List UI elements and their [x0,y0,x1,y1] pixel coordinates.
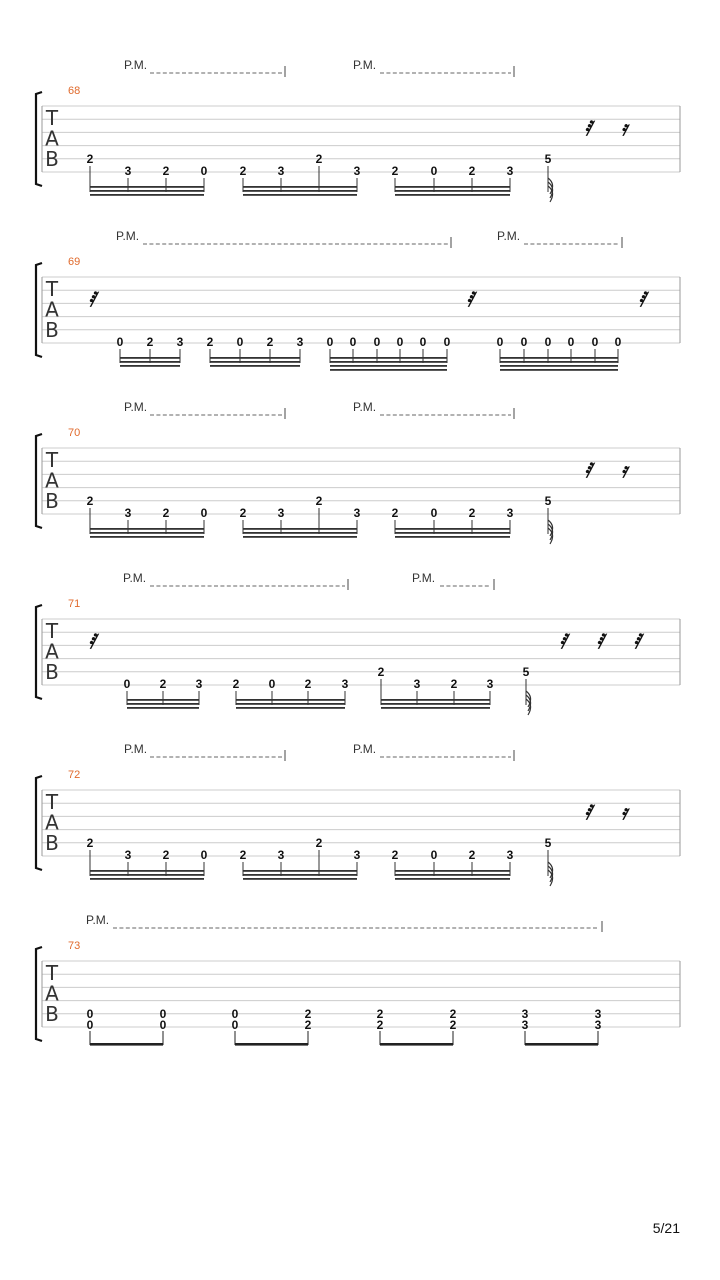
fret-number: 0 [268,677,276,691]
palm-mute-label: P.M. [124,742,148,756]
beam-group [124,677,203,709]
measure-number: 72 [68,769,81,781]
fret-number: 0 [430,506,438,520]
tab-clef-b: B [45,318,59,342]
note-beam [90,186,204,188]
beam-group [523,665,531,715]
palm-mute-label: P.M. [123,571,147,585]
measure-number: 70 [68,427,81,439]
tab-clef-t: T [45,790,59,814]
tab-clef-a: A [45,468,59,493]
note-beam [243,528,357,530]
palm-mute-label: P.M. [412,571,436,585]
note-beam [330,361,447,363]
fret-number: 0 [200,164,208,178]
fret-number: 0 [396,335,404,349]
fret-number: 2 [468,506,476,520]
beam-group [117,335,184,367]
fret-number: 0 [373,335,381,349]
note-beam [90,532,204,534]
fret-number: 3 [486,677,494,691]
note-beam [127,707,199,709]
fret-number: 5 [522,665,530,679]
fret-number: 2 [450,677,458,691]
fret-number: 0 [567,335,575,349]
note-beam [90,194,204,196]
fret-number: 2 [315,152,323,166]
note-beam [395,528,510,530]
beam-group [327,335,451,371]
rest-sixteenth: 𝄿 [620,116,628,140]
system-brace [36,776,42,870]
fret-number: 0 [496,335,504,349]
fret-number: 0 [349,335,357,349]
fret-number: 2 [266,335,274,349]
fret-number: 0 [231,1017,239,1032]
note-beam [90,878,204,880]
measure-number: 68 [68,85,81,97]
beam-group [522,1007,602,1046]
note-beam [210,357,300,359]
fret-number: 0 [591,335,599,349]
fret-number: 3 [521,1017,529,1032]
note-beam [90,874,204,876]
palm-mute-label: P.M. [124,58,148,72]
fret-number: 3 [594,1017,602,1032]
fret-number: 2 [376,1006,384,1021]
fret-number: 0 [430,848,438,862]
beam-group [497,335,622,371]
tab-system-72 [36,742,680,886]
fret-number: 2 [449,1006,457,1021]
fret-number: 3 [521,1006,529,1021]
fret-number: 0 [443,335,451,349]
fret-number: 0 [419,335,427,349]
tab-clef-t: T [45,961,59,985]
note-beam [525,1043,598,1046]
fret-number: 0 [520,335,528,349]
measure-number: 69 [68,256,81,268]
note-beam [90,870,204,872]
palm-mute-label: P.M. [124,400,148,414]
fret-number: 0 [236,335,244,349]
fret-number: 2 [239,848,247,862]
tab-clef-b: B [45,489,59,513]
beam-group [392,506,514,538]
palm-mute-label: P.M. [116,229,140,243]
palm-mute-label: P.M. [353,742,377,756]
note-beam [90,190,204,192]
fret-number: 0 [123,677,131,691]
note-beam [395,870,510,872]
rest-thirty-second: 𝅀 [584,458,592,482]
note-beam [500,361,618,363]
fret-number: 0 [231,1006,239,1021]
system-brace [36,92,42,186]
note-beam [500,357,618,359]
fret-number: 2 [162,164,170,178]
fret-number: 0 [326,335,334,349]
note-beam [210,365,300,367]
tab-clef-b: B [45,147,59,171]
note-beam [243,874,357,876]
note-beam [243,878,357,880]
note-beam [243,532,357,534]
measure-number: 71 [68,598,81,610]
note-beam [330,365,447,367]
tab-clef-a: A [45,639,59,664]
tab-clef-b: B [45,831,59,855]
fret-number: 2 [206,335,214,349]
page-number: 5/21 [652,1220,680,1236]
note-beam [381,699,490,701]
note-beam [500,365,618,367]
fret-number: 2 [162,848,170,862]
fret-number: 3 [124,506,132,520]
fret-number: 2 [86,152,94,166]
fret-number: 2 [377,665,385,679]
beam-group [545,152,553,202]
fret-number: 5 [544,152,552,166]
fret-number: 2 [146,335,154,349]
rest-thirty-second: 𝅀 [559,629,567,653]
fret-number: 3 [296,335,304,349]
note-beam [395,874,510,876]
note-beam [330,357,447,359]
note-beam [236,703,345,705]
note-beam [500,369,618,371]
fret-number: 3 [341,677,349,691]
fret-number: 2 [304,677,312,691]
fret-number: 3 [277,164,285,178]
rest-thirty-second: 𝅀 [466,287,474,311]
fret-number: 0 [430,164,438,178]
rest-thirty-second: 𝅀 [633,629,641,653]
rest-sixteenth: 𝄿 [620,458,628,482]
beam-group [207,335,304,367]
beam-group [392,848,514,880]
note-beam [395,190,510,192]
palm-mute-label: P.M. [497,229,521,243]
rest-thirty-second: 𝅀 [638,287,646,311]
fret-number: 0 [116,335,124,349]
fret-number: 2 [391,164,399,178]
fret-number: 2 [449,1017,457,1032]
note-beam [395,878,510,880]
system-brace [36,434,42,528]
fret-number: 2 [239,164,247,178]
fret-number: 0 [614,335,622,349]
note-beam [381,707,490,709]
beam-group [545,836,553,886]
tab-clef-t: T [45,277,59,301]
note-beam [127,699,199,701]
tab-clef-a: A [45,810,59,835]
fret-number: 2 [304,1017,312,1032]
system-brace [36,605,42,699]
note-beam [243,870,357,872]
rest-thirty-second: 𝅀 [88,629,96,653]
palm-mute-label: P.M. [353,58,377,72]
note-beam [236,707,345,709]
fret-number: 0 [200,848,208,862]
beam-group [233,677,349,709]
fret-number: 0 [86,1006,94,1021]
palm-mute-label: P.M. [353,400,377,414]
tab-clef-b: B [45,1002,59,1026]
fret-number: 2 [86,494,94,508]
fret-number: 3 [506,506,514,520]
note-beam [243,186,357,188]
note-beam [127,703,199,705]
beam-group [87,1007,167,1046]
rest-thirty-second: 𝅀 [596,629,604,653]
tab-clef-t: T [45,448,59,472]
fret-number: 2 [159,677,167,691]
note-beam [243,194,357,196]
fret-number: 3 [124,164,132,178]
note-beam [236,699,345,701]
tab-system-73 [36,913,680,1046]
tab-clef-t: T [45,619,59,643]
note-beam [330,369,447,371]
tab-system-69 [36,229,680,371]
tab-clef-a: A [45,297,59,322]
fret-number: 2 [391,506,399,520]
palm-mute-label: P.M. [86,913,110,927]
fret-number: 3 [277,848,285,862]
fret-number: 3 [413,677,421,691]
note-beam [120,357,180,359]
fret-number: 2 [468,164,476,178]
tab-system-71 [36,571,680,715]
note-beam [395,194,510,196]
fret-number: 5 [544,494,552,508]
fret-number: 2 [232,677,240,691]
system-brace [36,263,42,357]
note-beam [120,361,180,363]
note-beam [120,365,180,367]
fret-number: 0 [159,1017,167,1032]
note-beam [395,532,510,534]
fret-number: 3 [353,506,361,520]
measure-number: 73 [68,940,81,952]
fret-number: 3 [506,164,514,178]
fret-number: 0 [544,335,552,349]
fret-number: 3 [124,848,132,862]
note-beam [243,190,357,192]
note-beam [90,528,204,530]
note-beam [380,1043,453,1046]
note-beam [235,1043,308,1046]
tab-clef-t: T [45,106,59,130]
fret-number: 2 [162,506,170,520]
fret-number: 2 [86,836,94,850]
fret-number: 2 [304,1006,312,1021]
fret-number: 2 [315,494,323,508]
tab-system-68 [36,58,680,202]
fret-number: 3 [353,848,361,862]
note-beam [395,536,510,538]
fret-number: 2 [391,848,399,862]
system-brace [36,947,42,1041]
note-beam [210,361,300,363]
note-beam [395,186,510,188]
note-beam [90,1043,163,1046]
fret-number: 2 [468,848,476,862]
rest-thirty-second: 𝅀 [584,116,592,140]
rest-thirty-second: 𝅀 [584,800,592,824]
tab-clef-a: A [45,981,59,1006]
beam-group [232,1007,312,1046]
fret-number: 3 [506,848,514,862]
tab-system-70 [36,400,680,544]
fret-number: 3 [353,164,361,178]
note-beam [243,536,357,538]
fret-number: 2 [376,1017,384,1032]
fret-number: 3 [594,1006,602,1021]
fret-number: 3 [195,677,203,691]
fret-number: 2 [315,836,323,850]
rest-thirty-second: 𝅀 [88,287,96,311]
tab-clef-b: B [45,660,59,684]
beam-group [392,164,514,196]
fret-number: 0 [159,1006,167,1021]
tab-clef-a: A [45,126,59,151]
fret-number: 0 [200,506,208,520]
fret-number: 0 [86,1017,94,1032]
note-beam [381,703,490,705]
beam-group [545,494,553,544]
fret-number: 3 [176,335,184,349]
fret-number: 2 [239,506,247,520]
beam-group [377,1007,457,1046]
fret-number: 5 [544,836,552,850]
rest-sixteenth: 𝄿 [620,800,628,824]
fret-number: 3 [277,506,285,520]
note-beam [90,536,204,538]
